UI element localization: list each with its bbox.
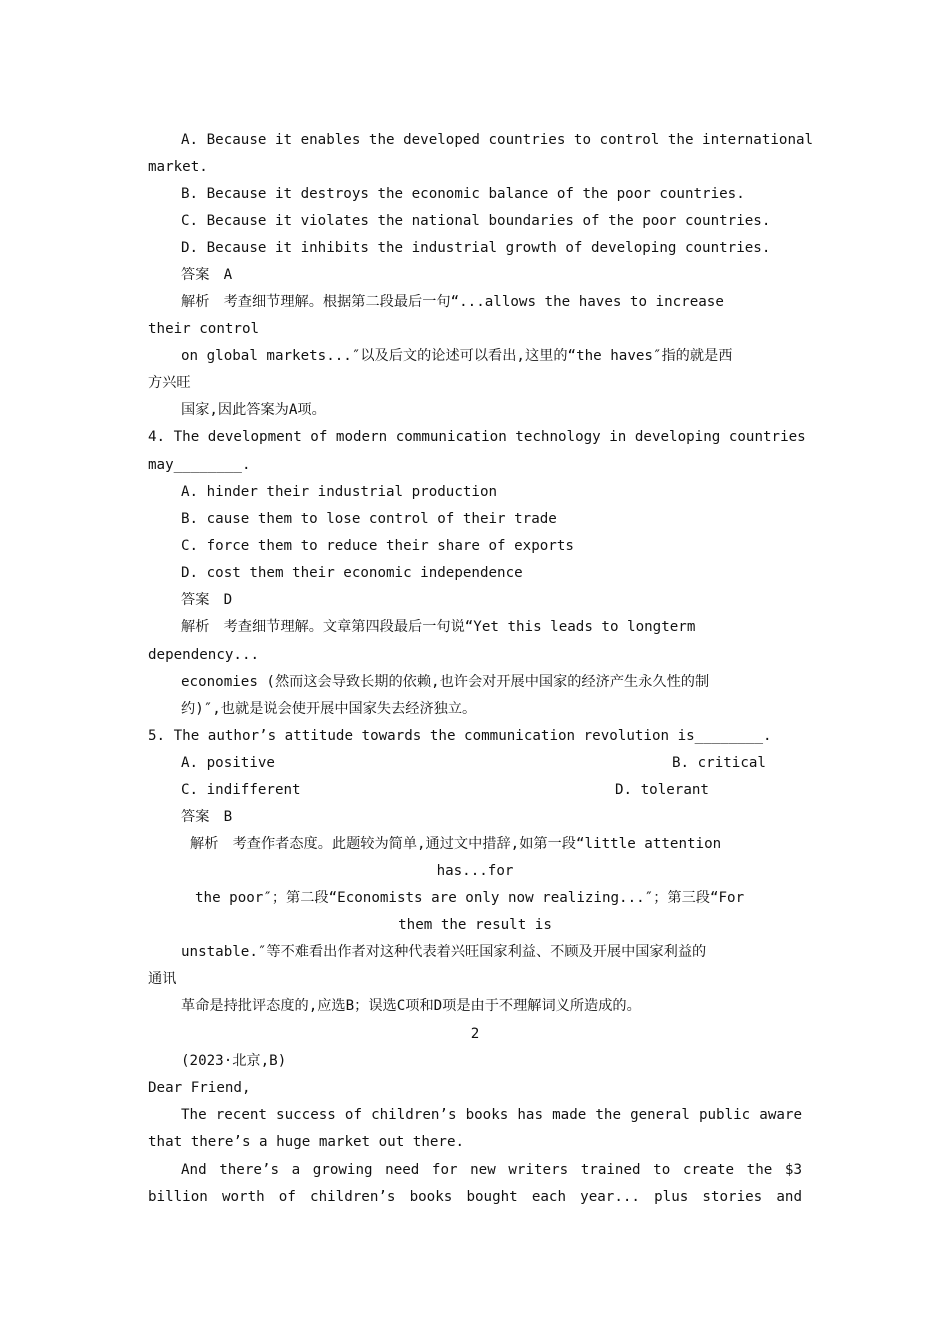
paragraph2-line2: billion worth of children’s books bought each year... plus stories and: [148, 1189, 802, 1205]
paragraph1-line2: that there’s a huge market out there.: [148, 1134, 465, 1150]
q3-option-c: C. Because it violates the national boundaries of the poor countries.: [181, 213, 771, 229]
q3-analysis-line4: 方兴旺: [148, 375, 191, 391]
q4-answer: 答案 D: [181, 592, 233, 608]
section-number: 2: [470, 1026, 480, 1042]
q5-analysis-line7: 革命是持批评态度的,应选B；误选C项和D项是由于不理解词义所造成的。: [181, 998, 641, 1014]
paragraph2-line1: And there’s a growing need for new writers trained to create the $3: [181, 1162, 802, 1178]
letter-greeting: Dear Friend,: [148, 1080, 251, 1096]
paragraph1-line1: The recent success of children’s books has made the general public aware: [181, 1107, 802, 1123]
q3-analysis-line1: 解析 考查细节理解。根据第二段最后一句“...allows the haves to increase: [181, 294, 724, 310]
q3-analysis-line5: 国家,因此答案为A项。: [181, 402, 326, 418]
q4-option-d: D. cost them their economic independence: [181, 565, 523, 581]
q3-option-a-line1: A. Because it enables the developed countries to control the international: [181, 132, 814, 148]
q4-analysis-line4: 约)″,也就是说会使开展中国家失去经济独立。: [181, 701, 477, 717]
q5-analysis-line5: unstable.″等不难看出作者对这种代表着兴旺国家利益、不顾及开展中国家利益的: [181, 944, 707, 960]
q3-option-b: B. Because it destroys the economic balance of the poor countries.: [181, 186, 745, 202]
q4-option-a: A. hinder their industrial production: [181, 484, 498, 500]
q5-analysis-line4: them the result is: [398, 917, 552, 933]
q5-analysis-line2: has...for: [436, 863, 514, 879]
q4-stem-line1: 4. The development of modern communication technology in developing countries: [148, 429, 806, 445]
q5-analysis-line1: 解析 考查作者态度。此题较为简单,通过文中措辞,如第一段“little attention: [190, 836, 722, 852]
q4-option-c: C. force them to reduce their share of exports: [181, 538, 574, 554]
q4-analysis-line1: 解析 考查细节理解。文章第四段最后一句说“Yet this leads to longterm: [181, 619, 696, 635]
q4-analysis-line2: dependency...: [148, 647, 260, 663]
q4-analysis-line3: economies (然而这会导致长期的依赖,也许会对开展中国家的经济产生永久性的制: [181, 674, 710, 690]
q5-analysis-line6: 通讯: [148, 971, 177, 987]
q5-analysis-line3: the poor″；第二段“Economists are only now realizing...″；第三段“For: [195, 890, 745, 906]
q3-analysis-line2: their control: [148, 321, 260, 337]
q5-answer: 答案 B: [181, 809, 233, 825]
q5-option-a: A. positive: [181, 755, 275, 771]
q3-answer: 答案 A: [181, 267, 233, 283]
q3-option-a-line2: market.: [148, 159, 208, 175]
q3-analysis-line3: on global markets...″以及后文的论述可以看出,这里的“the haves″指的就是西: [181, 348, 733, 364]
q5-option-b: B. critical: [672, 755, 766, 771]
q3-option-d: D. Because it inhibits the industrial growth of developing countries.: [181, 240, 771, 256]
q5-option-d: D. tolerant: [615, 782, 709, 798]
section-source: (2023·北京,B): [181, 1053, 287, 1069]
q5-stem: 5. The author’s attitude towards the communication revolution is________.: [148, 728, 772, 744]
q4-stem-line2: may________.: [148, 457, 251, 473]
q4-option-b: B. cause them to lose control of their trade: [181, 511, 557, 527]
q5-option-c: C. indifferent: [181, 782, 301, 798]
